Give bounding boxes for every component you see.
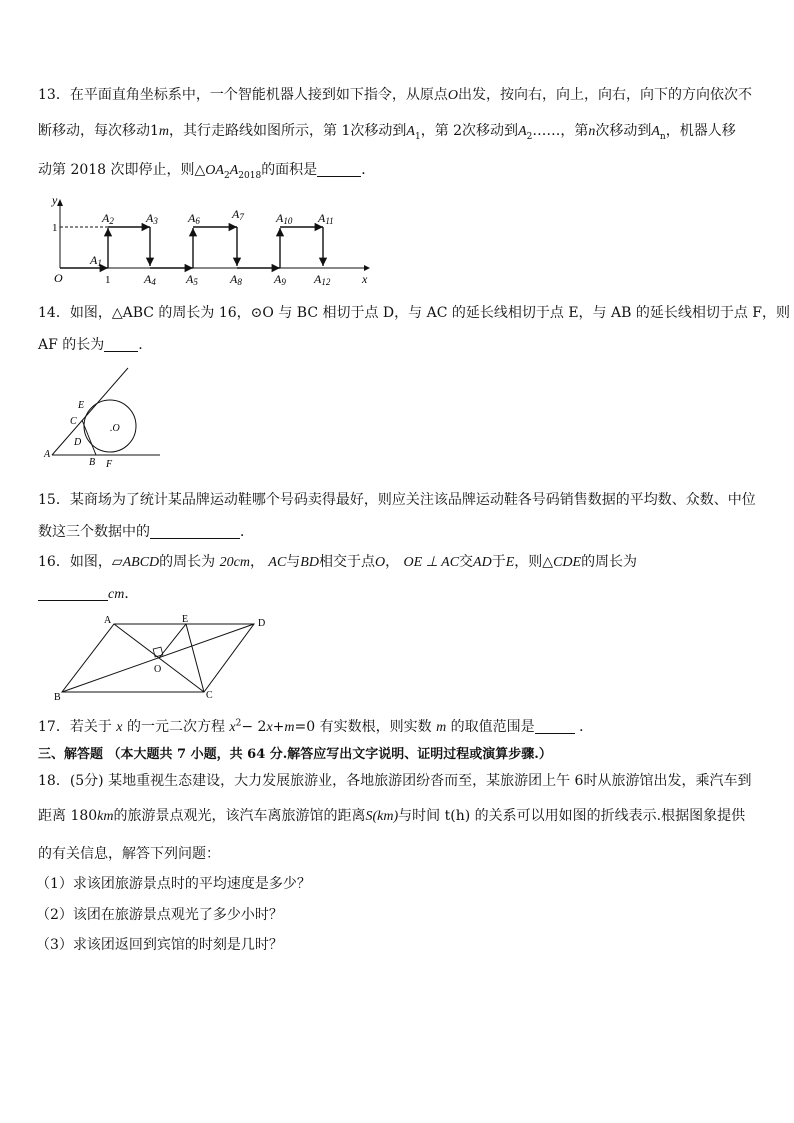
q16-text: ，则△ [514,554,554,570]
q16-text: ， [249,554,264,570]
label-D: D [74,437,82,448]
q17-math: m [284,720,295,735]
q13-n: n [588,124,596,139]
q16-figure [48,612,278,704]
q18-line-3: 的有关信息，解答下列问题： [38,846,220,862]
q13-sub: 2 [223,170,230,181]
q18-sub-1: （1）求该团旅游景点时的平均速度是多少？ [36,876,311,892]
q17-math: x [229,720,236,735]
q14-text: . [138,337,143,353]
q16-math: 20cm [219,555,250,570]
q13-text: 出发，按向右，向上，向右，向下的方向依次不 [457,87,752,103]
q14-line-1 [38,302,790,322]
q13-text: 断移动，每次移动1 [38,123,159,139]
q17-line [38,716,593,736]
q17-math: + [272,719,285,735]
origin-label: O [54,271,63,285]
q13-text: 13．在平面直角坐标系中，一个智能机器人接到如下指令，从原点 [38,87,448,103]
label-A3: A3 [146,211,158,226]
q17-math: x [116,720,123,735]
label-C: C [70,416,77,427]
label-A: A [104,615,112,626]
q13-text: ，第 2次移动到 [420,123,519,139]
q13-sub: 2018 [238,170,262,181]
q18-text: 与时间 t(h) 的关系可以用如图的折线表示.根据图象提供 [398,808,746,824]
q16-text: 与 [286,554,301,570]
label-D: D [258,618,266,629]
q17-text: 的一元二次方程 [126,719,225,735]
label-A10: A10 [276,211,293,226]
q16-math: OE ⊥ AC [403,555,460,570]
label-A12: A12 [314,272,331,287]
q16-text: 的周长为 [159,554,216,570]
q16-unit: cm [108,587,125,602]
q13-text: 次移动到 [595,123,652,139]
diagonal-BD [62,624,254,692]
q13-text: 动第 2018 次即停止，则△ [38,162,206,178]
q13-text: 的面积是 [261,162,318,178]
right-angle-mark [153,647,163,657]
label-A: A [44,449,51,460]
label-B: B [54,692,61,703]
q13-text: ． [361,162,376,178]
label-A2: A2 [102,211,114,226]
label-E: E [182,614,189,625]
label-O: O [154,664,162,675]
tick-label-x-1: 1 [105,274,111,286]
q16-math: E [505,555,515,570]
label-A7: A7 [232,207,244,222]
label-A9: A9 [274,272,286,287]
q16-math: O [374,555,386,570]
q18-text: 18．(5分) 某地重视生态建设，大力发展旅游业，各地旅游团纷沓而至，某旅游团上午 6时从旅游馆出发，乘汽车到 [38,773,752,789]
q16-text: ． [124,586,139,602]
q13-point: A [215,163,224,178]
q13-line-3 [38,159,375,181]
q14-answer-blank[interactable] [104,337,138,352]
q18-sub-3: （3）求该团返回到宾馆的时刻是几时？ [36,937,283,953]
q17-exp: 2 [235,718,242,729]
q13-point: A [229,163,239,178]
q15-line-1 [38,489,756,509]
label-O: .O [110,423,120,434]
label-F: F [106,459,113,470]
q14-figure [38,364,168,472]
section-heading: 三、解答题 （本大题共 7 小题，共 64 分.解答应写出文字说明、证明过程或演算步骤.） [38,747,552,762]
axis-label-x: x [362,272,368,286]
q15-line-2 [38,521,254,541]
q16-text: 的周长为 [581,554,638,570]
q13-unit: m [158,124,170,139]
label-A4: A4 [144,272,156,287]
q13-point: A [406,124,415,139]
label-C: C [206,690,213,701]
q16-text: 16．如图， [38,554,112,570]
q14-line-2 [38,334,143,354]
q16-text: 相交于点 [318,554,375,570]
q17-answer-blank[interactable] [535,719,575,734]
tick-label-y-1: 1 [52,222,58,234]
q16-math: BD [300,555,319,570]
axis-label-y: y [52,193,58,207]
q18-unit: km [97,809,114,824]
q17-text: ． [579,719,594,735]
q15-text: 15．某商场为了统计某品牌运动鞋哪个号码卖得最好，则应关注该品牌运动鞋各号码销售数据的平均数、众数、中位 [38,492,756,508]
q17-text: 的取值范围是 [450,719,535,735]
q17-text: =0 有实数根，则实数 [294,719,432,735]
q13-text: ……，第 [532,123,589,139]
q13-line-1 [38,84,752,104]
q16-text: ， [385,554,400,570]
q13-point: O [205,163,216,178]
q16-math: AC [268,555,287,570]
q13-text: ，机器人移 [665,123,736,139]
q16-line-2 [38,583,138,603]
q16-math: ABCD [122,555,160,570]
q17-math: − 2 [241,719,267,735]
q14-text: 14．如图，△ABC 的周长为 16，⊙O 与 BC 相切于点 D，与 AC 的延长线相切于点 E，与 AB 的延长线相切于点 F，则 [38,305,791,321]
q13-point: A [518,124,527,139]
label-A5: A5 [186,272,198,287]
q17-math: m [436,720,447,735]
q18-line-2 [38,805,745,825]
q16-math: AD [473,555,492,570]
q17-math: x [266,720,273,735]
q13-origin: O [447,88,458,103]
q13-point: A [651,124,660,139]
q16-text: 于 [491,554,506,570]
q14-text: AF 的长为 [38,337,105,353]
q18-text: 的旅游景点观光，该汽车离旅游馆的距离 [113,808,366,824]
label-A6: A6 [188,211,200,226]
q13-sub: n [659,131,666,142]
q13-answer-blank[interactable] [317,162,361,177]
parallelogram-symbol: ▱ [111,554,123,570]
label-A1: A1 [90,253,102,268]
q13-figure [50,190,380,290]
q13-sub: 1 [414,131,421,142]
segment-CE [186,624,204,692]
q15-answer-blank[interactable] [150,524,240,539]
q16-answer-blank[interactable] [38,586,108,601]
label-E: E [78,400,85,411]
q18-math: S(km) [365,809,399,824]
q16-math: CDE [553,555,582,570]
q15-text: ． [240,524,254,540]
q15-text: 数这三个数据中的 [38,524,150,540]
q13-line-2 [38,120,736,142]
y-axis-arrow [57,199,63,206]
q17-text: 17．若关于 [38,719,112,735]
q16-line-1 [38,551,637,571]
q16-text: 交 [459,554,474,570]
q13-text: ，其行走路线如图所示，第 1次移动到 [169,123,407,139]
q18-line-1 [38,770,751,790]
label-A8: A8 [230,272,242,287]
label-B: B [89,457,96,468]
x-axis-arrow [364,265,370,271]
q18-text: 距离 180 [38,808,98,824]
q13-sub: 2 [526,131,533,142]
q18-sub-2: （2）该团在旅游景点观光了多少小时？ [36,907,283,923]
label-A11: A11 [318,211,334,226]
